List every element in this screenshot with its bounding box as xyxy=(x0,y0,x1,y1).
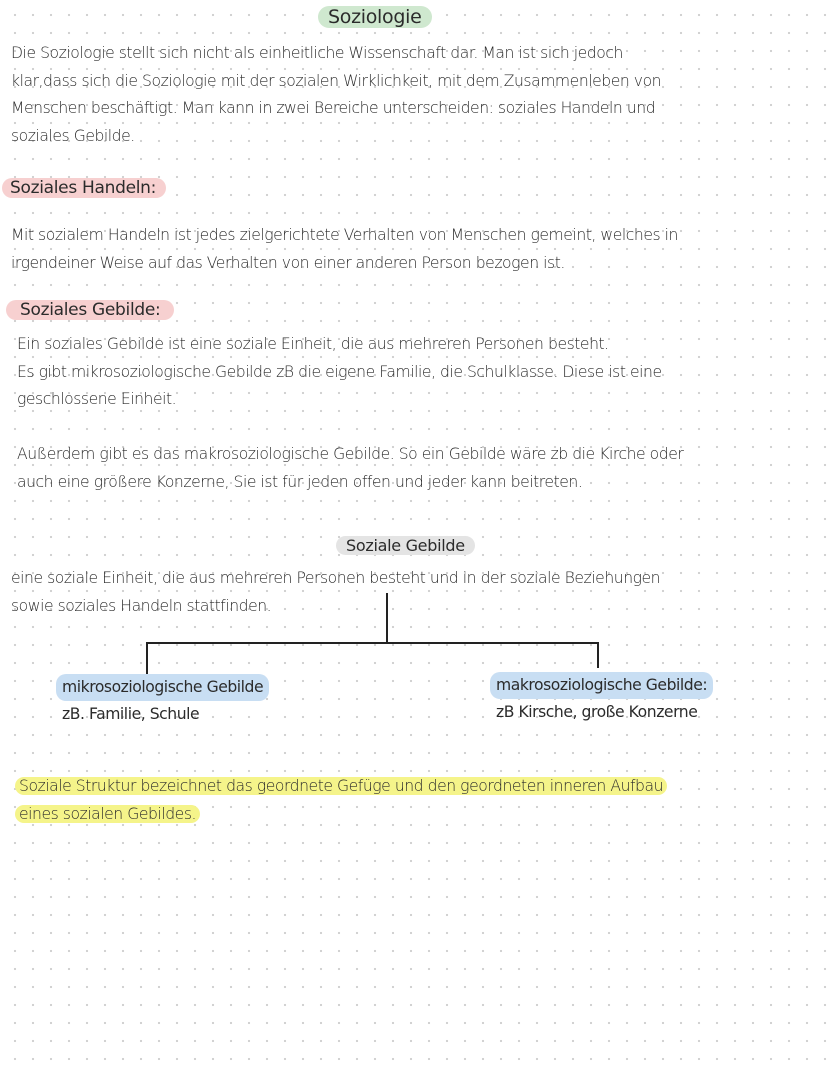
left-branch-title: mikrosoziologische Gebilde xyxy=(56,674,269,701)
page-title-wrap xyxy=(318,6,432,28)
handeln-heading: Soziales Handeln: xyxy=(2,178,166,198)
struktur-text: Soziale Struktur bezeichnet das geordnete Gefüge und den geordneten inneren Aufbau eines sozialen Gebildes. xyxy=(15,777,667,823)
diagram-heading: Soziale Gebilde xyxy=(336,536,475,555)
page-title: Soziologie xyxy=(318,6,432,28)
tree-stem-line xyxy=(386,593,388,643)
handeln-paragraph: Mit sozialem Handeln ist jedes zielgerichtete Verhalten von Menschen gemeint, welches in irgendeiner Weise auf das Verhalten von einer anderen Person bezogen ist. xyxy=(11,226,678,272)
intro-paragraph: Die Soziologie stellt sich nicht als einheitliche Wissenschaft dar. Man ist sich jedoch klar,dass sich die Soziologie mit der sozialen Wirklichkeit, mit dem Zusammenleben von Menschen beschäftigt. Man kann in zwei Bereiche unterscheiden: soziales Handeln und soziales Gebilde. xyxy=(11,44,662,145)
gebilde-paragraph-1: Ein soziales Gebilde ist eine soziale Einheit, die aus mehreren Personen besteht. Es gibt mikrosoziologische Gebilde zB die eigene Familie, die Schulklasse. Diese ist eine geschlossene Einheit. xyxy=(17,335,662,408)
diagram-definition: eine soziale Einheit, die aus mehreren Personen besteht und in der soziale Beziehungen sowie soziales Handeln stattfinden. xyxy=(11,569,661,615)
tree-horizontal-line xyxy=(146,642,599,644)
handeln-heading-wrap xyxy=(2,178,166,198)
struktur-block xyxy=(15,772,821,828)
diagram-heading-wrap xyxy=(336,536,475,555)
right-branch-title: makrosoziologische Gebilde: xyxy=(490,672,713,699)
tree-left-branch-line xyxy=(146,642,148,674)
gebilde-heading: Soziales Gebilde: xyxy=(6,300,174,320)
tree-right-branch-line xyxy=(597,642,599,668)
right-branch-example: zB Kirsche, große Konzerne xyxy=(496,703,698,721)
gebilde-paragraph-2: Außerdem gibt es das makrosoziologische Gebilde. So ein Gebilde wäre zb die Kirche oder auch eine größere Konzerne, Sie ist für jeden offen und jeder kann beitreten. xyxy=(17,445,684,491)
left-branch-example: zB. Familie, Schule xyxy=(62,705,200,723)
gebilde-heading-wrap xyxy=(6,300,174,320)
left-branch xyxy=(56,674,269,728)
right-branch xyxy=(490,672,713,726)
